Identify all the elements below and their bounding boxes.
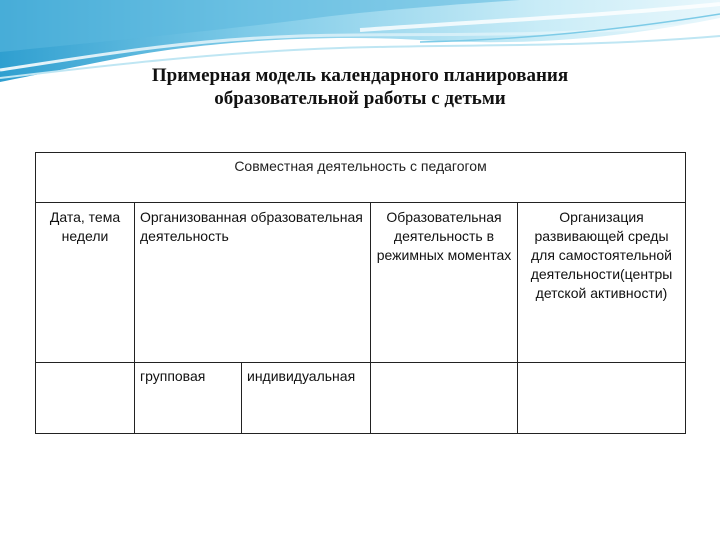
page-title-line-1: Примерная модель календарного планирования (151, 65, 569, 86)
environment-organization-header: Организация развивающей среды для самостоятельной деятельности(центры детской активности) (518, 203, 686, 363)
table-subheader-row (36, 363, 686, 434)
date-theme-cell (36, 363, 135, 434)
page-title-line-2: образовательной работы с детьми (214, 88, 506, 109)
environment-organization-cell (518, 363, 686, 434)
regime-activity-header: Образовательная деятельность в режимных моментах (371, 203, 518, 363)
table-column-headers-row (36, 203, 686, 363)
group-subheader: групповая (135, 363, 242, 434)
joint-activity-header: Совместная деятельность с педагогом (36, 153, 686, 203)
individual-subheader: индивидуальная (242, 363, 371, 434)
planning-table (35, 152, 686, 434)
table-header-row (36, 153, 686, 203)
regime-activity-cell (371, 363, 518, 434)
organized-activity-header: Организованная образовательная деятельность (135, 203, 371, 363)
page-title (0, 64, 720, 110)
date-theme-header: Дата, тема недели (36, 203, 135, 363)
